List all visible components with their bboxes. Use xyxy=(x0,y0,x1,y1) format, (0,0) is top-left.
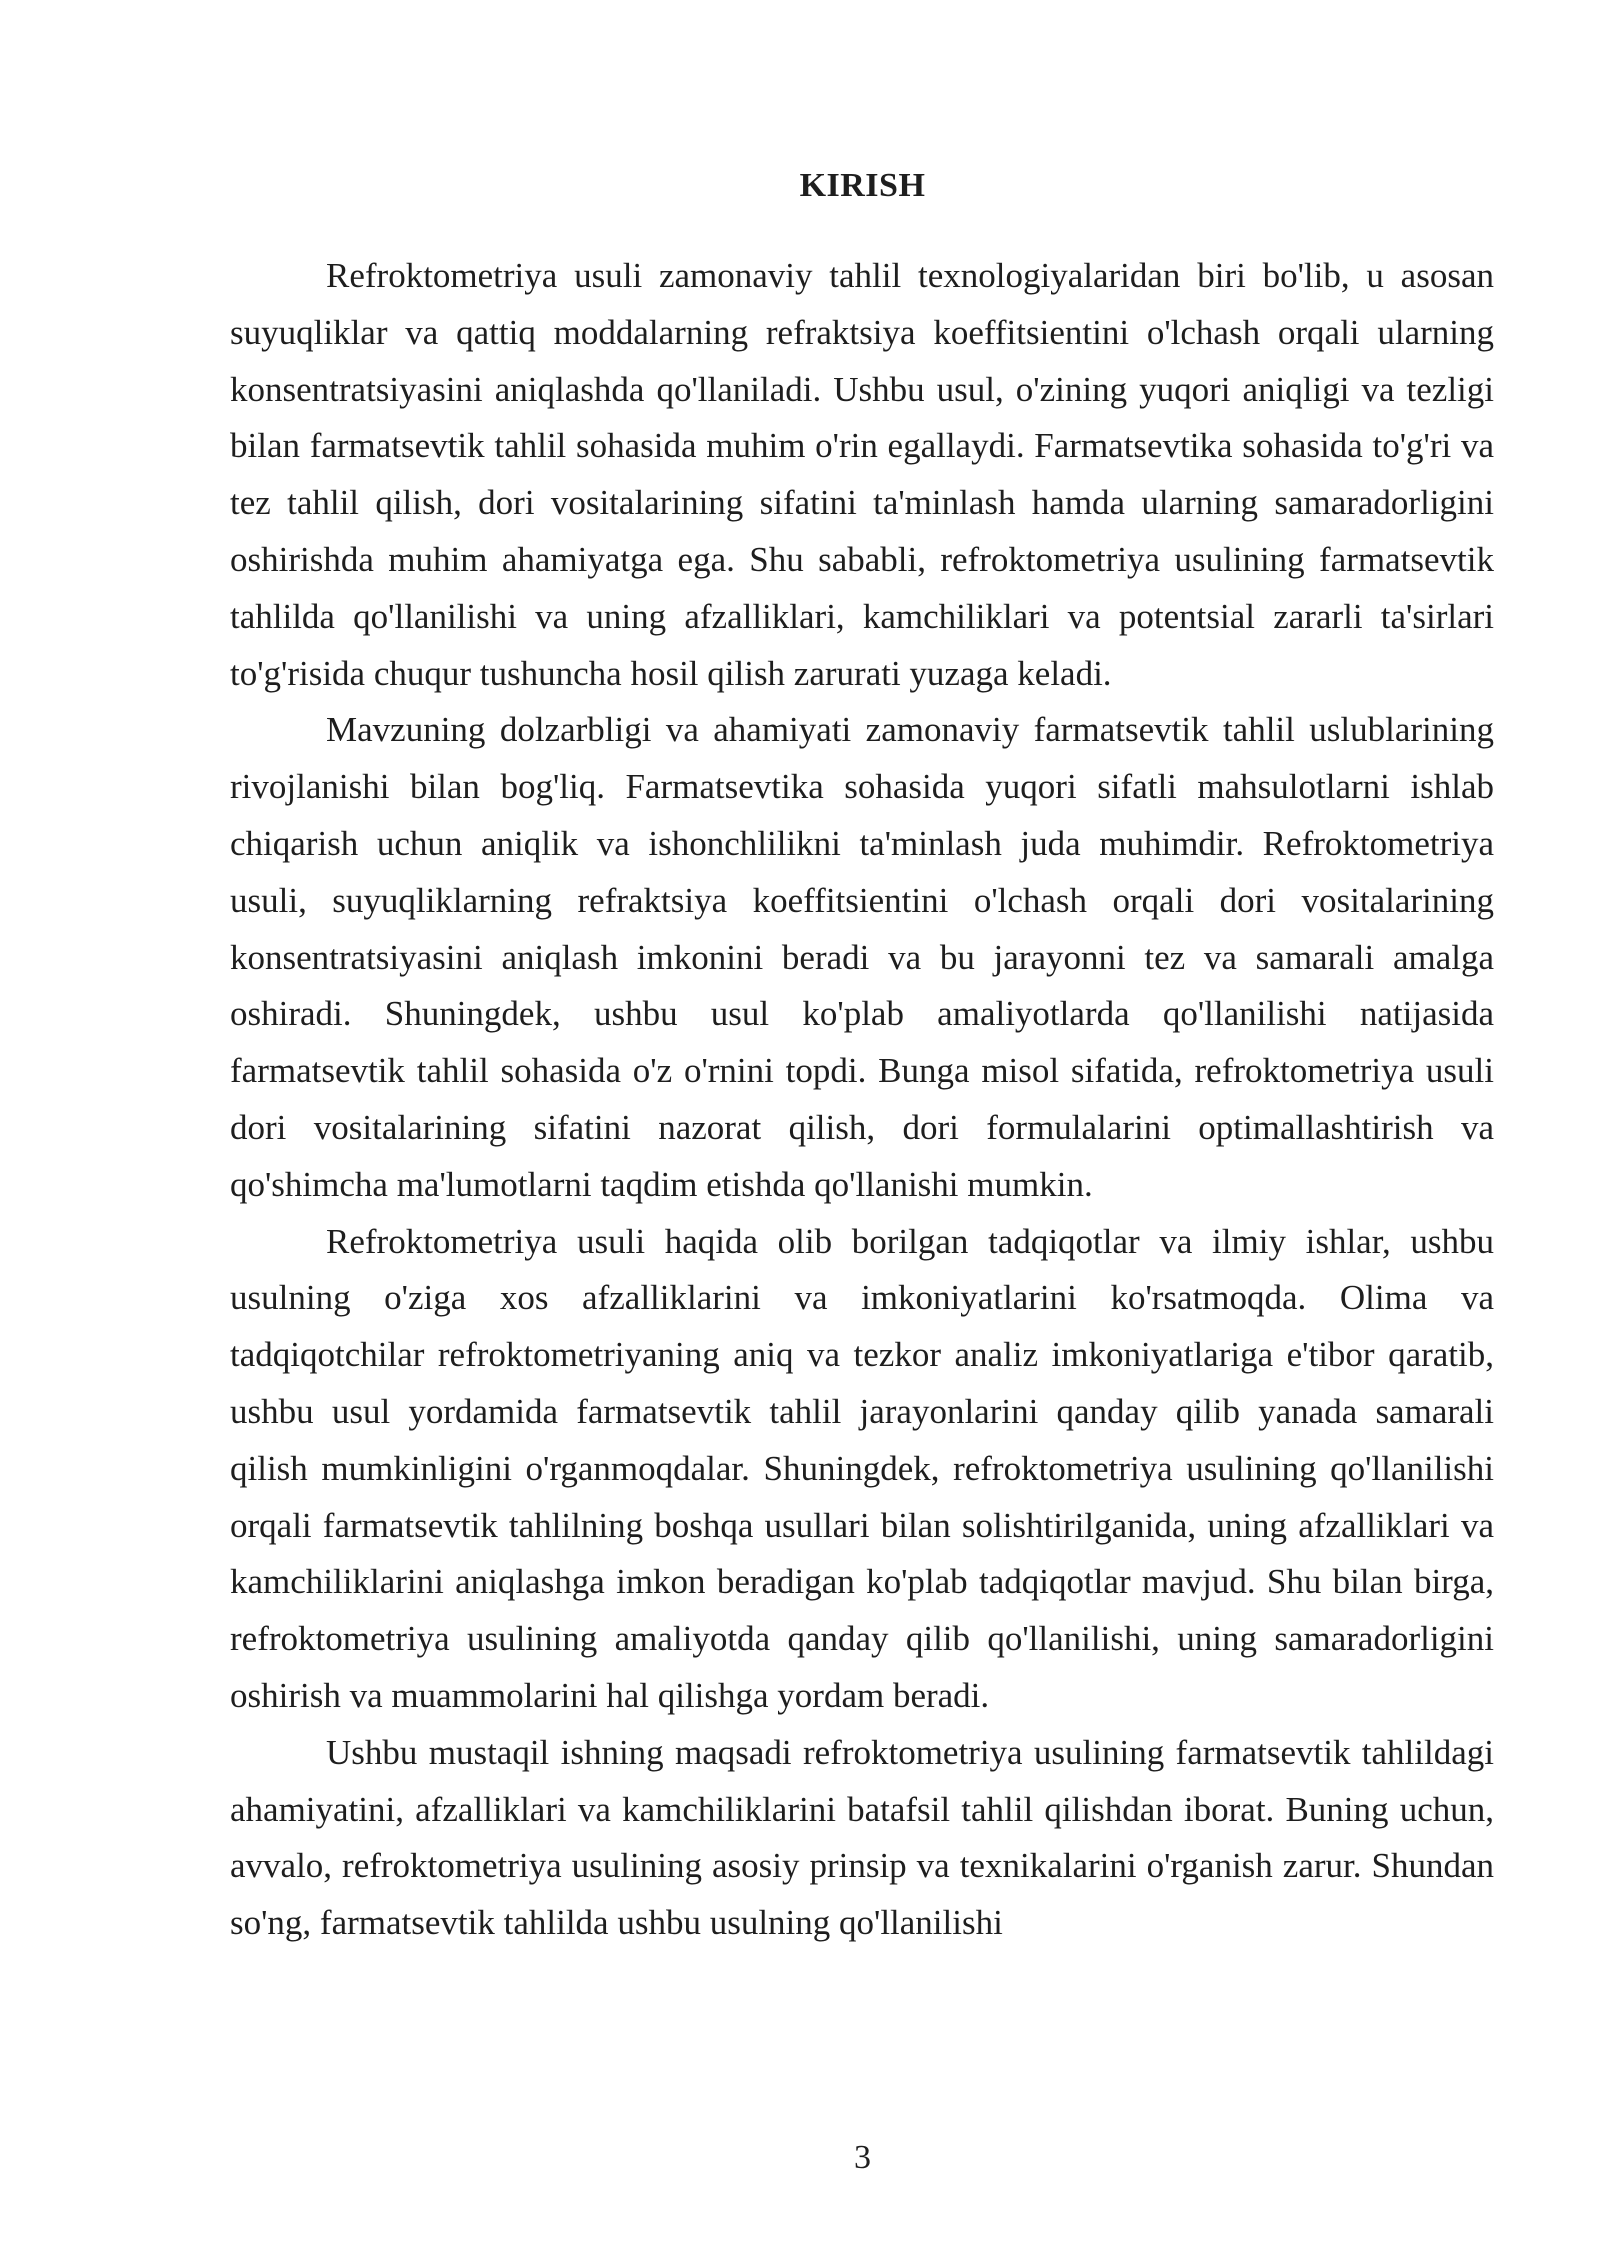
paragraph-4: Ushbu mustaqil ishning maqsadi refroktometriya usulining farmatsevtik tahlildagi ahamiyatini, afzalliklari va kamchiliklarini batafsil tahlil qilishdan iborat. Buning uchun, avvalo, refroktometriya usulining asosiy prinsip va texnikalarini o'rganish zarur. Shundan so'ng, farmatsevtik tahlilda ushbu usulning qo'llanilishi xyxy=(230,1732,1494,1943)
page-number: 3 xyxy=(854,2139,871,2176)
paragraph-2: Mavzuning dolzarbligi va ahamiyati zamonaviy farmatsevtik tahlil uslublarining rivojlanishi bilan bog'liq. Farmatsevtika sohasida yuqori sifatli mahsulotlarni ishlab chiqarish uchun aniqlik va ishonchlilikni ta'minlash juda muhimdir. Refroktometriya usuli, suyuqliklarning refraktsiya koeffitsientini o'lchash orqali dori vositalarining konsentratsiyasini aniqlash imkonini beradi va bu jarayonni tez va samarali amalga oshiradi. Shuningdek, ushbu usul ko'plab amaliyotlarda qo'llanilishi natijasida farmatsevtik tahlil sohasida o'z o'rnini topdi. Bunga misol sifatida, refroktometriya usuli dori vositalarining sifatini nazorat qilish, dori formulalarini optimallashtirish va qo'shimcha ma'lumotlarni taqdim etishda qo'llanishi mumkin. xyxy=(230,710,1494,1204)
paragraph-1: Refroktometriya usuli zamonaviy tahlil texnologiyalaridan biri bo'lib, u asosan suyuqliklar va qattiq moddalarning refraktsiya koeffitsientini o'lchash orqali ularning konsentratsiyasini aniqlashda qo'llaniladi. Ushbu usul, o'zining yuqori aniqligi va tezligi bilan farmatsevtik tahlil sohasida muhim o'rin egallaydi. Farmatsevtika sohasida to'g'ri va tez tahlil qilish, dori vositalarining sifatini ta'minlash hamda ularning samaradorligini oshirishda muhim ahamiyatga ega. Shu sababli, refroktometriya usulining farmatsevtik tahlilda qo'llanilishi va uning afzalliklari, kamchiliklari va potentsial zararli ta'sirlari to'g'risida chuqur tushuncha hosil qilish zarurati yuzaga keladi. xyxy=(230,256,1494,693)
body-text xyxy=(230,248,1494,1952)
page-title: KIRISH xyxy=(799,167,926,204)
paragraph-3: Refroktometriya usuli haqida olib borilgan tadqiqotlar va ilmiy ishlar, ushbu usulning o'ziga xos afzalliklarini va imkoniyatlarini ko'rsatmoqda. Olima va tadqiqotchilar refroktometriyaning aniq va tezkor analiz imkoniyatlariga e'tibor qaratib, ushbu usul yordamida farmatsevtik tahlil jarayonlarini qanday qilib yanada samarali qilish mumkinligini o'rganmoqdalar. Shuningdek, refroktometriya usulining qo'llanilishi orqali farmatsevtik tahlilning boshqa usullari bilan solishtirilganida, uning afzalliklari va kamchiliklarini aniqlashga imkon beradigan ko'plab tadqiqotlar mavjud. Shu bilan birga, refroktometriya usulining amaliyotda qanday qilib qo'llanilishi, uning samaradorligini oshirish va muammolarini hal qilishga yordam beradi. xyxy=(230,1221,1494,1715)
